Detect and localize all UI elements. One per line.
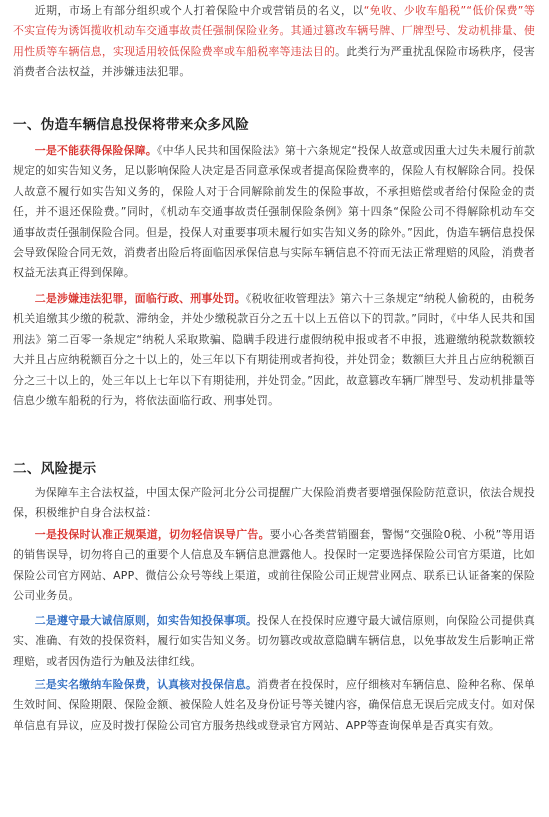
- section1-p1-lead: 一是不能获得保险保障。: [34, 144, 157, 157]
- section1-heading: 一、伪造车辆信息投保将带来众多风险: [13, 117, 250, 133]
- section2-i1-text: 要小心各类营销圈套，警惕“交强险0税、小税”等用语的销售误导，切勿将自己的重要个人信息及车辆信息泄露他人。投保时一定要选择保险公司官方渠道，比如保险公司官方网站、APP、微信公众号等线上渠道，或前往保险公司正规营业网点、联系已认证备案的保险公司业务员。: [13, 528, 535, 603]
- section2-item-3: [13, 675, 535, 736]
- section2-i3-text: 消费者在投保时，应仔细核对车辆信息、险种名称、保单生效时间、保险期限、保险金额、被保险人姓名及身份证号等关键内容，确保信息无误后完成支付。如对保单信息有异议，应及时拨打保险公司官方服务热线或登录官方网站、APP等查询保单是否真实有效。: [13, 678, 535, 732]
- section1-p2-text: 《税收征收管理法》第六十三条规定“纳税人偷税的，由税务机关追缴其少缴的税款、滞纳金，并处少缴税款百分之五十以上五倍以下的罚款。”同时，《中华人民共和国刑法》第二百零一条规定“纳税人采取欺骗、隐瞒手段进行虚假纳税申报或者不申报，逃避缴纳税款数额较大并且占应纳税额百分之十以上的，处三年以下有期徒刑或者拘役，并处罚金；数额巨大并且占应纳税额百分之三十以上的，处三年以上七年以下有期徒刑，并处罚金。”因此，故意篡改车辆厂牌型号、发动机排量等信息少缴车船税的行为，将依法面临行政、刑事处罚。: [13, 292, 535, 408]
- section1-p2-lead: 二是涉嫌违法犯罪，面临行政、刑事处罚。: [34, 292, 246, 305]
- section1-paragraph-1: [13, 141, 535, 284]
- section2-i2-text: 投保人在投保时应遵守最大诚信原则，向保险公司提供真实、准确、有效的投保资料，履行如实告知义务。切勿篡改或故意隐瞒车辆信息，以免事故发生后影响正常理赔，或者因伪造行为触及法律红线。: [13, 614, 535, 668]
- section2-intro: 为保障车主合法权益，中国太保产险河北分公司提醒广大保险消费者要增强保险防范意识，依法合规投保，积极维护自身合法权益：: [13, 486, 535, 520]
- intro-paragraph: [13, 1, 535, 83]
- section2-item-2: [13, 611, 535, 672]
- intro-highlight: “免收、少收车船税”“低价保费”等不实宣传为诱饵揽收机动车交通事故责任强制保险业务。其通过篡改车辆号牌、厂牌型号、发动机排量、使用性质等车辆信息，实现适用较低保险费率或车船税率等违法目的: [13, 4, 535, 58]
- section2-item-1: [13, 525, 535, 607]
- section2-i1-lead: 一是投保时认准正规渠道，切勿轻信误导广告。: [34, 528, 270, 541]
- section1-p1-text: 《中华人民共和国保险法》第十六条规定“投保人故意或因重大过失未履行前款规定的如实告知义务，足以影响保险人决定是否同意承保或者提高保险费率的，保险人有权解除合同。投保人故意不履行如实告知义务的，保险人对于合同解除前发生的保险事故，不承担赔偿或者给付保险金的责任，并不退还保险费。”同时，《机动车交通事故责任强制保险条例》第十四条“保险公司不得解除机动车交通事故责任强制保险合同。但是，投保人对重要事项未履行如实告知义务的除外。”因此，伪造车辆信息投保会导致保险合同无效，消费者出险后将面临因承保信息与实际车辆信息不符而无法正常理赔的风险，消费者权益无法真正得到保障。: [13, 144, 536, 280]
- section1-paragraph-2: [13, 289, 535, 411]
- intro-text-1: 近期，市场上有部分组织或个人打着保险中介或营销员的名义，以: [34, 4, 364, 17]
- section2-heading: 二、风险提示: [13, 461, 97, 477]
- section2-i3-lead: 三是实名缴纳车险保费，认真核对投保信息。: [34, 678, 258, 691]
- intro-text-2: 。此类行为严重扰乱保险市场秩序，侵害消费者合法权益，并涉嫌违法犯罪。: [13, 44, 535, 79]
- section2-i2-lead: 二是遵守最大诚信原则，如实告知投保事项。: [34, 614, 258, 627]
